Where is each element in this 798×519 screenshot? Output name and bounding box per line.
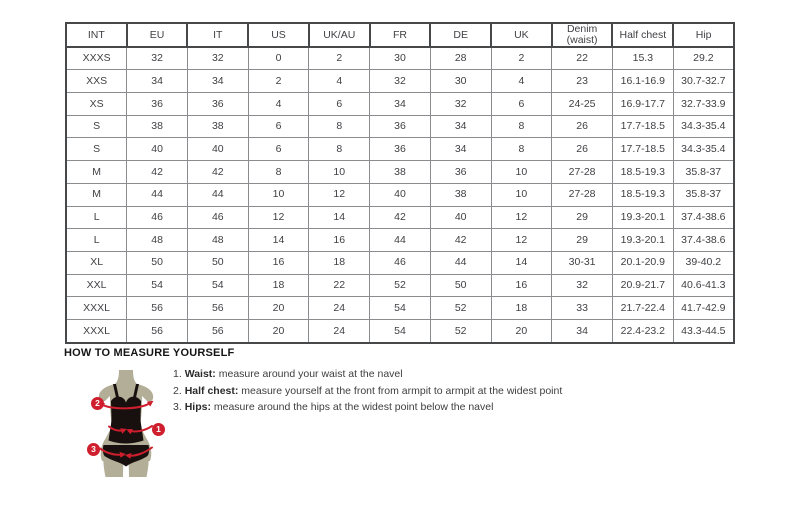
step-number: 1. (173, 368, 182, 380)
size-cell: 20 (248, 297, 309, 320)
header-cell: FR (370, 23, 431, 47)
size-cell: 36 (430, 161, 491, 184)
size-cell: 38 (370, 161, 431, 184)
size-cell: 40 (127, 138, 188, 161)
size-cell: 0 (248, 47, 309, 70)
size-cell: 32 (370, 70, 431, 93)
size-cell: 54 (127, 274, 188, 297)
hips-marker-badge: 3 (87, 443, 100, 456)
table-row (66, 319, 734, 342)
size-cell: 40.6-41.3 (673, 274, 734, 297)
size-cell: 23 (552, 70, 613, 93)
size-cell: 10 (491, 161, 552, 184)
header-cell: Hip (673, 23, 734, 47)
size-cell: 44 (127, 183, 188, 206)
table-row (66, 115, 734, 138)
size-cell: 36 (127, 93, 188, 116)
size-cell: 46 (127, 206, 188, 229)
header-cell: EU (127, 23, 188, 47)
size-cell: 14 (309, 206, 370, 229)
size-cell: 42 (127, 161, 188, 184)
size-cell: 52 (430, 297, 491, 320)
size-cell: 52 (370, 274, 431, 297)
size-chart-table (65, 22, 735, 344)
size-cell: 19.3-20.1 (612, 229, 673, 252)
size-cell: 15.3 (612, 47, 673, 70)
size-cell: 16.1-16.9 (612, 70, 673, 93)
size-cell: 33 (552, 297, 613, 320)
size-cell: 29 (552, 206, 613, 229)
size-cell: 24 (309, 297, 370, 320)
size-cell: 56 (187, 319, 248, 342)
size-cell: 34 (552, 319, 613, 342)
size-cell: 12 (248, 206, 309, 229)
size-cell: 44 (430, 251, 491, 274)
size-cell: 48 (187, 229, 248, 252)
size-chart-body (66, 47, 734, 343)
step-number: 3. (173, 401, 182, 413)
size-cell: 39-40.2 (673, 251, 734, 274)
size-cell: 12 (491, 206, 552, 229)
size-cell: 6 (491, 93, 552, 116)
size-cell: 52 (430, 319, 491, 342)
size-cell: 29 (552, 229, 613, 252)
size-cell: XS (66, 93, 127, 116)
size-cell: 56 (127, 319, 188, 342)
size-cell: 42 (370, 206, 431, 229)
size-cell: L (66, 229, 127, 252)
size-cell: 54 (187, 274, 248, 297)
size-cell: XXXS (66, 47, 127, 70)
size-cell: 34 (430, 115, 491, 138)
step-label: Waist: (184, 368, 216, 380)
size-cell: 36 (370, 115, 431, 138)
size-cell: 40 (370, 183, 431, 206)
measure-step (173, 402, 562, 413)
size-cell: 29.2 (673, 47, 734, 70)
size-cell: 12 (309, 183, 370, 206)
table-row (66, 251, 734, 274)
size-cell: 54 (370, 319, 431, 342)
size-cell: M (66, 161, 127, 184)
size-cell: 35.8-37 (673, 161, 734, 184)
table-row (66, 206, 734, 229)
size-cell: 32.7-33.9 (673, 93, 734, 116)
size-cell: 30 (430, 70, 491, 93)
size-cell: 30-31 (552, 251, 613, 274)
size-cell: 22 (552, 47, 613, 70)
header-cell: UK (491, 23, 552, 47)
table-row (66, 47, 734, 70)
size-cell: 32 (187, 47, 248, 70)
size-cell: 48 (127, 229, 188, 252)
size-cell: 20 (248, 319, 309, 342)
size-cell: 17.7-18.5 (612, 115, 673, 138)
step-number: 2. (173, 384, 182, 397)
size-cell: 20.1-20.9 (612, 251, 673, 274)
size-cell: 41.7-42.9 (673, 297, 734, 320)
size-cell: 18.5-19.3 (612, 183, 673, 206)
size-cell: 10 (491, 183, 552, 206)
measurement-figure (80, 368, 180, 480)
size-cell: 44 (370, 229, 431, 252)
size-cell: 54 (370, 297, 431, 320)
size-cell: 43.3-44.5 (673, 319, 734, 342)
size-cell: 50 (430, 274, 491, 297)
size-cell: 50 (187, 251, 248, 274)
size-cell: 6 (248, 115, 309, 138)
step-label: Half chest: (184, 384, 239, 397)
size-cell: 18 (248, 274, 309, 297)
size-cell: 27-28 (552, 161, 613, 184)
table-row (66, 183, 734, 206)
size-cell: 50 (127, 251, 188, 274)
size-cell: 38 (187, 115, 248, 138)
size-cell: 35.8-37 (673, 183, 734, 206)
size-cell: 4 (248, 93, 309, 116)
table-row (66, 70, 734, 93)
size-cell: 10 (248, 183, 309, 206)
size-cell: 8 (248, 161, 309, 184)
size-cell: XXXL (66, 319, 127, 342)
table-row (66, 161, 734, 184)
size-cell: 34 (127, 70, 188, 93)
size-cell: 24-25 (552, 93, 613, 116)
size-cell: 14 (491, 251, 552, 274)
step-text: measure around the hips at the widest point below the navel (210, 401, 494, 413)
size-cell: S (66, 138, 127, 161)
size-cell: 19.3-20.1 (612, 206, 673, 229)
size-cell: 46 (187, 206, 248, 229)
size-cell: 34 (430, 138, 491, 161)
table-row (66, 93, 734, 116)
size-cell: 4 (491, 70, 552, 93)
size-cell: 20 (491, 319, 552, 342)
size-cell: 18 (491, 297, 552, 320)
size-cell: 16 (248, 251, 309, 274)
size-cell: 34 (370, 93, 431, 116)
size-cell: 22.4-23.2 (612, 319, 673, 342)
size-cell: 36 (187, 93, 248, 116)
measure-step (173, 386, 562, 397)
header-cell: IT (187, 23, 248, 47)
header-cell: UK/AU (309, 23, 370, 47)
size-cell: S (66, 115, 127, 138)
swim-top (109, 397, 144, 444)
size-cell: 8 (491, 138, 552, 161)
size-cell: 6 (309, 93, 370, 116)
size-cell: XXS (66, 70, 127, 93)
size-cell: 44 (187, 183, 248, 206)
size-cell: 16 (491, 274, 552, 297)
size-cell: 28 (430, 47, 491, 70)
size-cell: 16 (309, 229, 370, 252)
size-cell: 38 (430, 183, 491, 206)
size-cell: 40 (430, 206, 491, 229)
size-cell: 20.9-21.7 (612, 274, 673, 297)
mannequin-illustration (80, 368, 180, 480)
size-cell: 56 (127, 297, 188, 320)
size-cell: 8 (309, 115, 370, 138)
table-row (66, 138, 734, 161)
size-cell: 18.5-19.3 (612, 161, 673, 184)
measure-step (173, 369, 562, 380)
header-cell: Denim (waist) (552, 23, 613, 47)
header-cell: Half chest (612, 23, 673, 47)
size-cell: 30.7-32.7 (673, 70, 734, 93)
step-text: measure yourself at the front from armpit to armpit at the widest point (238, 384, 563, 397)
size-cell: 38 (127, 115, 188, 138)
size-cell: 14 (248, 229, 309, 252)
table-row (66, 297, 734, 320)
size-cell: 34.3-35.4 (673, 138, 734, 161)
size-cell: 24 (309, 319, 370, 342)
size-cell: 26 (552, 138, 613, 161)
size-cell: 18 (309, 251, 370, 274)
size-cell: 42 (187, 161, 248, 184)
size-cell: 2 (491, 47, 552, 70)
size-cell: 6 (248, 138, 309, 161)
header-row (66, 23, 734, 47)
waist-marker-badge: 1 (152, 423, 165, 436)
size-cell: 12 (491, 229, 552, 252)
size-cell: 34 (187, 70, 248, 93)
size-cell: 32 (430, 93, 491, 116)
size-cell: 8 (309, 138, 370, 161)
size-cell: 37.4-38.6 (673, 206, 734, 229)
chest-marker-badge: 2 (91, 397, 104, 410)
size-cell: 34.3-35.4 (673, 115, 734, 138)
header-cell: DE (430, 23, 491, 47)
size-cell: 26 (552, 115, 613, 138)
size-cell: 42 (430, 229, 491, 252)
size-cell: 30 (370, 47, 431, 70)
size-cell: 2 (309, 47, 370, 70)
size-cell: L (66, 206, 127, 229)
size-cell: 37.4-38.6 (673, 229, 734, 252)
size-cell: 10 (309, 161, 370, 184)
table-row (66, 274, 734, 297)
size-cell: 22 (309, 274, 370, 297)
table-row (66, 229, 734, 252)
size-cell: 56 (187, 297, 248, 320)
measure-steps-list (173, 369, 562, 419)
size-cell: XXXL (66, 297, 127, 320)
size-cell: 8 (491, 115, 552, 138)
size-cell: M (66, 183, 127, 206)
size-cell: 32 (552, 274, 613, 297)
size-cell: 17.7-18.5 (612, 138, 673, 161)
step-text: measure around your waist at the navel (215, 368, 403, 380)
size-cell: 27-28 (552, 183, 613, 206)
header-cell: INT (66, 23, 127, 47)
size-chart-header (66, 23, 734, 47)
size-cell: 16.9-17.7 (612, 93, 673, 116)
size-cell: 21.7-22.4 (612, 297, 673, 320)
size-cell: 32 (127, 47, 188, 70)
step-label: Hips: (184, 401, 211, 413)
size-cell: 2 (248, 70, 309, 93)
measure-guide-title: HOW TO MEASURE YOURSELF (64, 347, 235, 359)
size-cell: 36 (370, 138, 431, 161)
size-cell: 40 (187, 138, 248, 161)
size-cell: 46 (370, 251, 431, 274)
header-cell: US (248, 23, 309, 47)
size-cell: XL (66, 251, 127, 274)
size-cell: 4 (309, 70, 370, 93)
size-cell: XXL (66, 274, 127, 297)
